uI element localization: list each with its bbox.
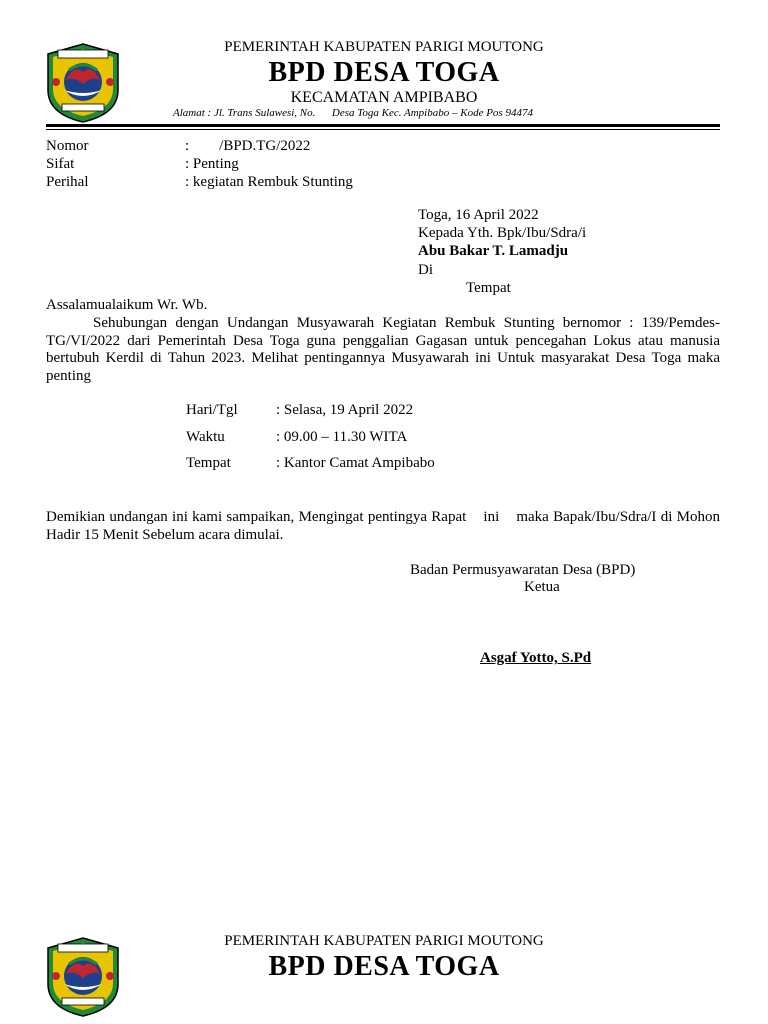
letterhead-rule-thin bbox=[46, 129, 720, 130]
hari-label: Hari/Tgl bbox=[186, 402, 238, 418]
body-paragraph: Sehubungan dengan Undangan Musyawarah Kegiatan Rembuk Stunting bernomor : 139/Pemdes-TG/VI/2022 dari Pemerintah Desa Toga guna penggalian Gagasan untuk pencegahan Lokus atau manusia bertubuh Kerdil di Tahun 2023. Melihat pentingannya Musyawarah ini Untuk masyarakat Desa Toga maka penting bbox=[46, 315, 720, 385]
letterhead-org: BPD DESA TOGA bbox=[268, 57, 500, 88]
address-village: Desa Toga Kec. Ampibabo – Kode Pos 94474 bbox=[331, 107, 533, 119]
recipient-name: Abu Bakar T. Lamadju bbox=[418, 243, 569, 259]
signature-title: Ketua bbox=[524, 579, 560, 595]
sifat-label: Sifat bbox=[46, 156, 75, 172]
hari-value: : Selasa, 19 April 2022 bbox=[276, 402, 414, 418]
tempat-value: : Kantor Camat Ampibabo bbox=[276, 455, 435, 471]
recipient-to: Kepada Yth. Bpk/Ibu/Sdra/i bbox=[418, 225, 587, 241]
nomor-label: Nomor bbox=[46, 138, 89, 154]
greeting: Assalamualaikum Wr. Wb. bbox=[46, 297, 208, 313]
signature-org: Badan Permusyawaratan Desa (BPD) bbox=[410, 562, 636, 578]
closing-paragraph: Demikian undangan ini kami sampaikan, Mengingat pentingya Rapat ini maka Bapak/Ibu/Sdra/I di Mohon Hadir 15 Menit Sebelum acara dimulai. bbox=[46, 509, 724, 543]
address-street: Alamat : Jl. Trans Sulawesi, No. bbox=[173, 107, 316, 119]
letterhead-rule-thick bbox=[46, 124, 720, 127]
letterhead-government: PEMERINTAH KABUPATEN PARIGI MOUTONG bbox=[224, 39, 544, 55]
letterhead-district: KECAMATAN AMPIBABO bbox=[290, 89, 478, 106]
recipient-di: Di bbox=[418, 262, 433, 278]
waktu-label: Waktu bbox=[186, 429, 225, 445]
letterhead-address bbox=[173, 107, 533, 119]
footer-government: PEMERINTAH KABUPATEN PARIGI MOUTONG bbox=[224, 933, 544, 949]
signature-name: Asgaf Yotto, S.Pd bbox=[480, 650, 592, 666]
waktu-value: : 09.00 – 11.30 WITA bbox=[276, 429, 408, 445]
place-date: Toga, 16 April 2022 bbox=[418, 207, 539, 223]
nomor-value: : /BPD.TG/2022 bbox=[185, 138, 311, 154]
footer-org: BPD DESA TOGA bbox=[268, 951, 500, 982]
perihal-value: : kegiatan Rembuk Stunting bbox=[185, 174, 353, 190]
perihal-label: Perihal bbox=[46, 174, 89, 190]
sifat-value: : Penting bbox=[185, 156, 239, 172]
tempat-label: Tempat bbox=[186, 455, 231, 471]
recipient-tempat: Tempat bbox=[466, 280, 511, 296]
